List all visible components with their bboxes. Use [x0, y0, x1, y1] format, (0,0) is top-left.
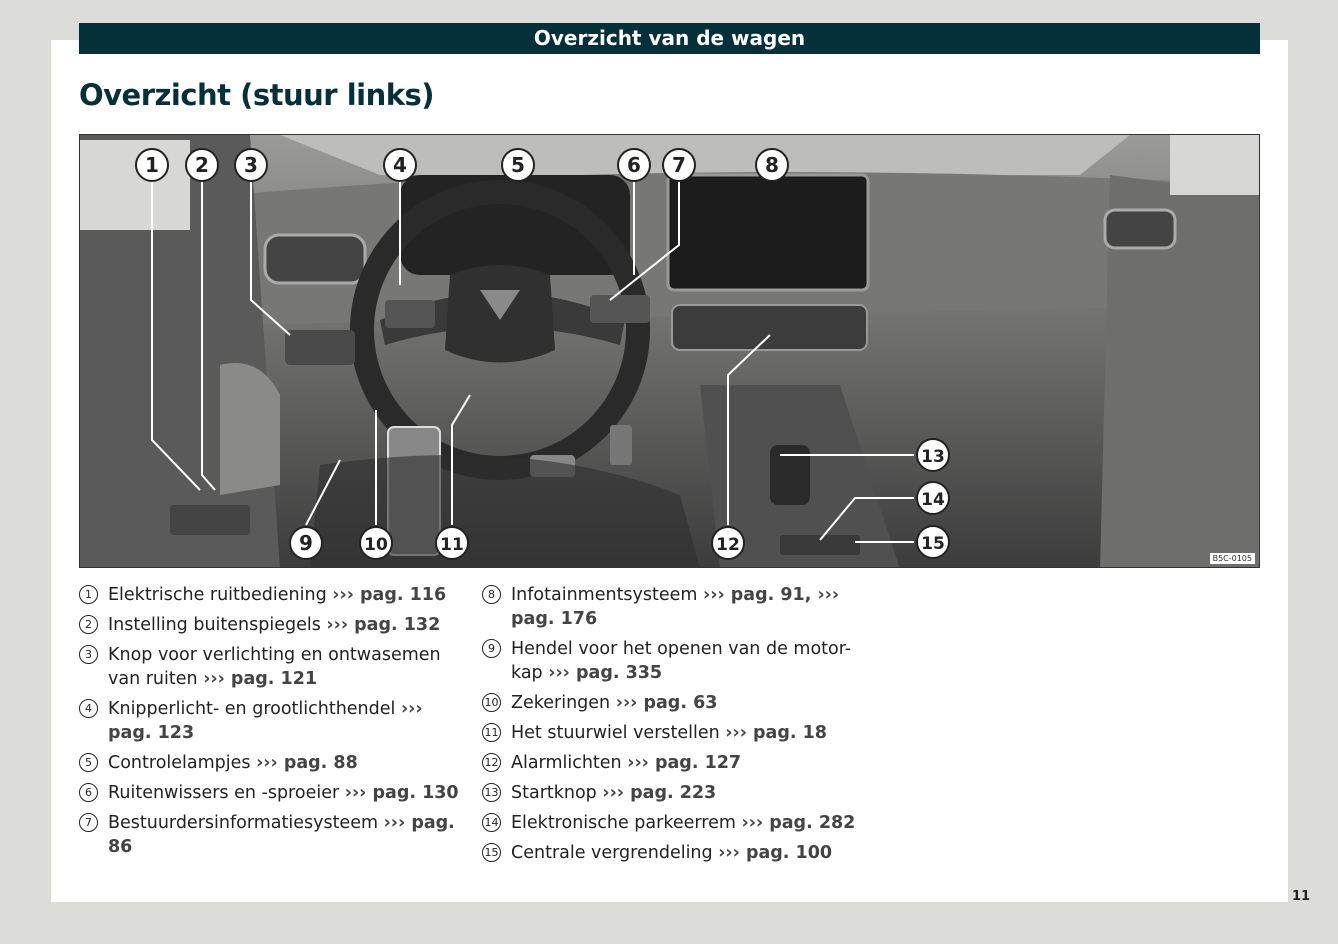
item-number: 12	[482, 753, 501, 772]
item-number: 8	[482, 585, 501, 604]
svg-text:9: 9	[299, 531, 313, 555]
legend-item	[482, 781, 882, 805]
svg-text:11: 11	[440, 535, 464, 555]
page-reference-link[interactable]: ››› pag. 121	[203, 669, 318, 689]
item-number: 10	[482, 693, 501, 712]
svg-text:5: 5	[511, 153, 525, 177]
callout-12	[712, 527, 744, 559]
callout-3	[235, 149, 267, 181]
item-text: Knipperlicht- en grootlichthendel	[108, 699, 396, 719]
item-number: 13	[482, 783, 501, 802]
page-reference-link[interactable]: ››› pag. 63	[615, 693, 718, 713]
legend-item	[79, 643, 459, 691]
item-text: Elektronische parkeerrem	[511, 813, 736, 833]
svg-text:12: 12	[716, 535, 740, 555]
legend-item	[482, 691, 882, 715]
item-number: 7	[79, 813, 98, 832]
page-reference-link[interactable]: ››› pag. 127	[627, 753, 742, 773]
item-text: Zekeringen	[511, 693, 611, 713]
svg-text:14: 14	[921, 490, 945, 510]
callout-6	[618, 149, 650, 181]
section-title: Overzicht van de wagen	[533, 26, 806, 50]
legend-item	[79, 751, 459, 775]
item-text: Hendel voor het openen van de motor-kap	[511, 639, 852, 683]
callout-8	[756, 149, 788, 181]
page-reference-link[interactable]: ››› pag. 282	[741, 813, 856, 833]
legend-item	[482, 637, 882, 685]
callout-5	[502, 149, 534, 181]
item-text: Elektrische ruitbediening	[108, 585, 327, 605]
svg-text:4: 4	[393, 153, 407, 177]
item-number: 2	[79, 615, 98, 634]
item-number: 11	[482, 723, 501, 742]
item-text: Alarmlichten	[511, 753, 622, 773]
item-text: Controlelampjes	[108, 753, 251, 773]
item-number: 5	[79, 753, 98, 772]
callout-14	[917, 482, 949, 514]
svg-text:15: 15	[921, 534, 945, 554]
svg-text:7: 7	[672, 153, 686, 177]
page-reference-link[interactable]: ››› pag. 130	[344, 783, 459, 803]
item-text: Startknop	[511, 783, 597, 803]
legend-item	[482, 751, 882, 775]
svg-text:8: 8	[765, 153, 779, 177]
svg-text:1: 1	[145, 153, 159, 177]
legend-item	[79, 811, 459, 859]
item-text: Centrale vergrendeling	[511, 843, 713, 863]
svg-text:13: 13	[921, 447, 945, 467]
item-number: 4	[79, 699, 98, 718]
svg-text:6: 6	[627, 153, 641, 177]
legend-item	[482, 583, 882, 631]
item-number: 15	[482, 843, 501, 862]
legend-item	[79, 697, 459, 745]
item-text: Het stuurwiel verstellen	[511, 723, 720, 743]
item-text: Bestuurdersinformatiesysteem	[108, 813, 379, 833]
callout-7	[663, 149, 695, 181]
page-number: 11	[1292, 889, 1311, 904]
svg-text:2: 2	[195, 153, 209, 177]
page-reference-link[interactable]: ››› pag. 88	[256, 753, 358, 773]
callout-4	[384, 149, 416, 181]
legend-item	[482, 811, 882, 835]
legend-left	[79, 583, 459, 865]
page-reference-link[interactable]: ››› pag. 18	[725, 723, 827, 743]
dashboard-illustration	[80, 135, 1260, 568]
callout-13	[917, 439, 949, 471]
svg-text:3: 3	[244, 153, 258, 177]
page-reference-link[interactable]: ››› pag. 100	[718, 843, 833, 863]
legend-right	[482, 583, 882, 871]
section-header	[79, 23, 1260, 54]
item-number: 3	[79, 645, 98, 664]
legend-item	[79, 583, 459, 607]
dashboard-figure	[79, 134, 1260, 568]
page-reference-link[interactable]: ››› pag. 132	[326, 615, 441, 635]
item-text: Infotainmentsysteem	[511, 585, 698, 605]
page-reference-link[interactable]: ››› pag. 223	[602, 783, 717, 803]
item-number: 6	[79, 783, 98, 802]
legend-item	[79, 781, 459, 805]
page-reference-link[interactable]: ››› pag. 91, ››› pag. 176	[511, 585, 840, 629]
legend-item	[482, 721, 882, 745]
item-number: 9	[482, 639, 501, 658]
callout-10	[360, 527, 392, 559]
page-reference-link[interactable]: ››› pag. 335	[548, 663, 663, 683]
item-text: Instelling buitenspiegels	[108, 615, 321, 635]
page-reference-link[interactable]: ››› pag. 86	[108, 813, 455, 857]
legend-item	[482, 841, 882, 865]
callout-1	[136, 149, 168, 181]
figure-code: B5C-0105	[1210, 553, 1255, 564]
svg-text:10: 10	[364, 535, 388, 555]
legend-item	[79, 613, 459, 637]
callout-2	[186, 149, 218, 181]
page-reference-link[interactable]: ››› pag. 123	[108, 699, 423, 743]
page-title: Overzicht (stuur links)	[79, 78, 435, 112]
page-reference-link[interactable]: ››› pag. 116	[332, 585, 447, 605]
item-text: Ruitenwissers en -sproeier	[108, 783, 340, 803]
callout-11	[436, 527, 468, 559]
item-number: 14	[482, 813, 501, 832]
item-number: 1	[79, 585, 98, 604]
callout-9	[290, 527, 322, 559]
item-text: Knop voor verlichting en ontwasemen van ruiten	[108, 645, 441, 689]
callout-15	[917, 526, 949, 558]
